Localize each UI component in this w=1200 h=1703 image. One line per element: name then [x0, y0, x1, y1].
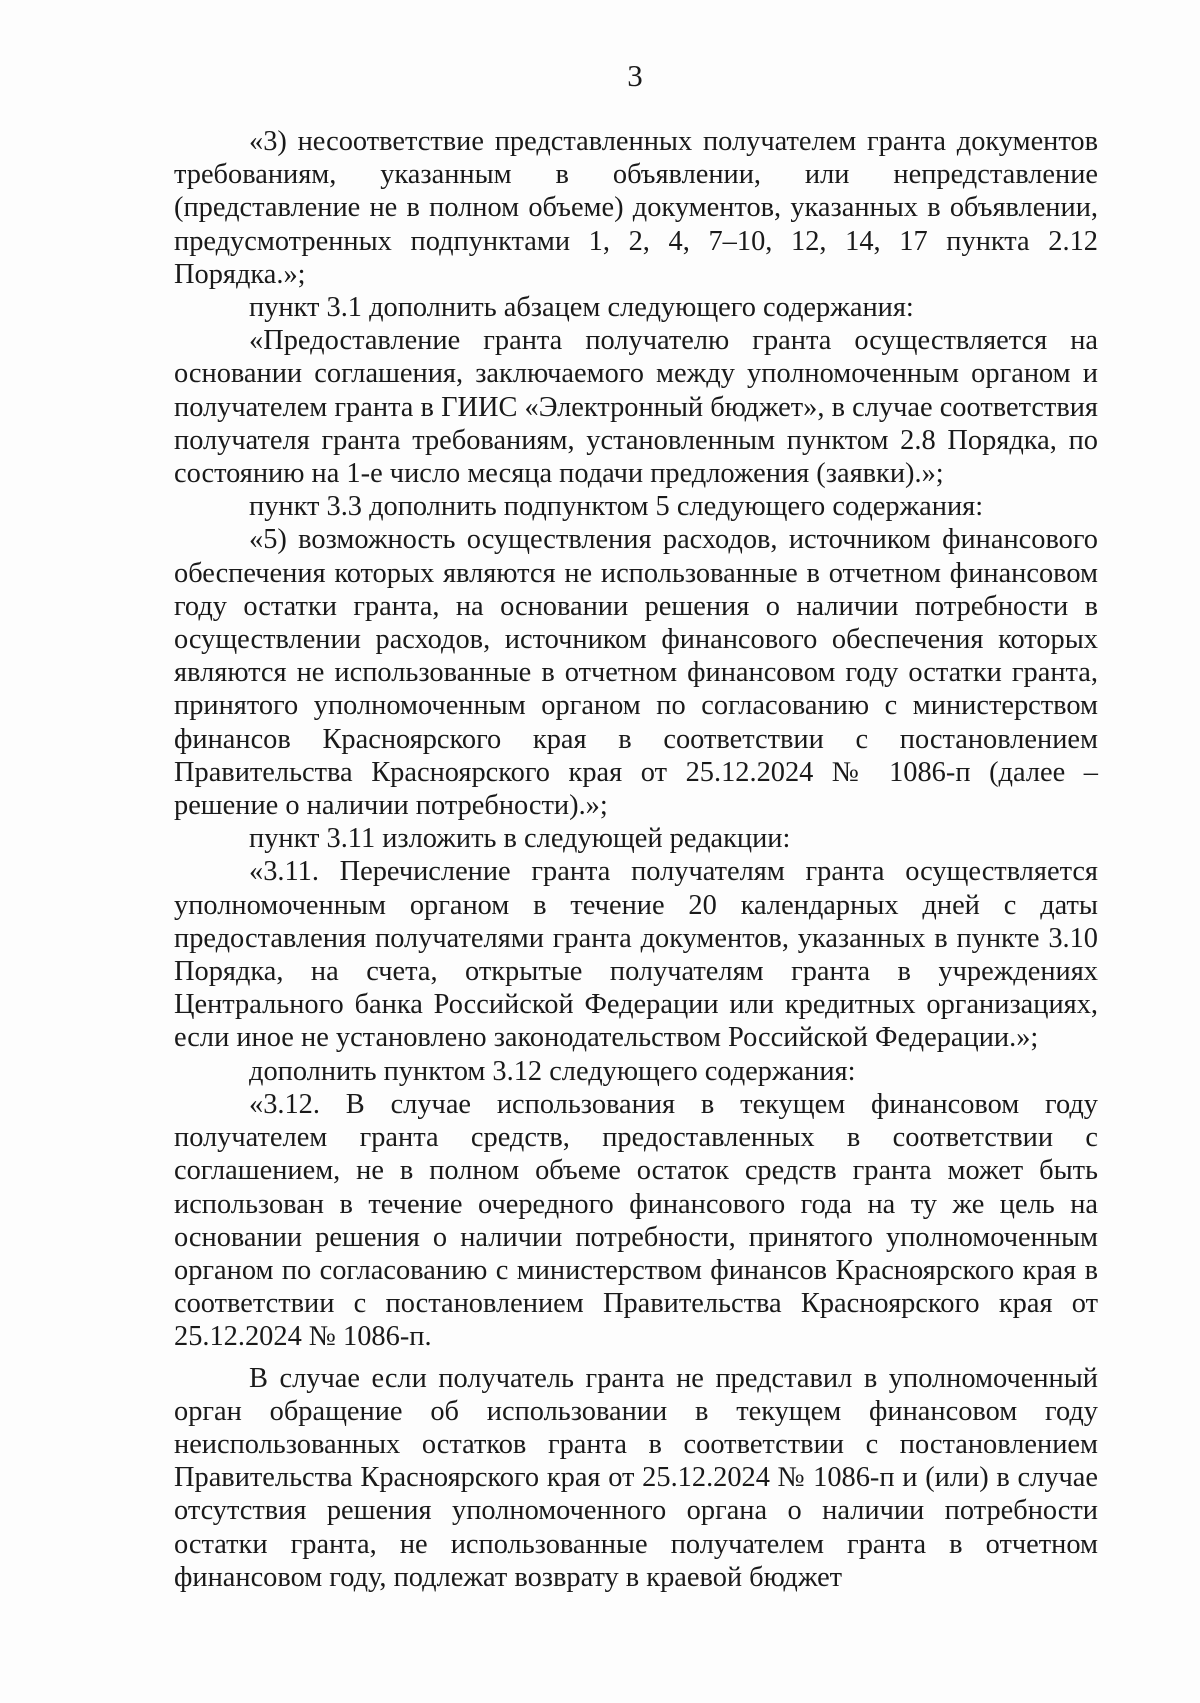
paragraph-remainder-return: В случае если получатель гранта не представил в уполномоченный орган обращение об использовании в текущем финансовом году неиспользованных остатков гранта в соответствии с постановлением Правительства Красноярского края от 25.12.2024 № 1086-п и (или) в случае отсутствия решения уполномоченного органа о наличии потребности остатки гранта, не использованные получателем гранта в отчетном финансовом году, подлежат возврату в краевой бюджет [174, 1362, 1098, 1593]
paragraph-add-3-12: дополнить пунктом 3.12 следующего содержания: [249, 1055, 856, 1087]
paragraph-3-11-transfer: «3.11. Перечисление гранта получателям гранта осуществляется уполномоченным органом в течение 20 календарных дней с даты предоставления получателями гранта документов, указанных в пункте 3.10 Порядка, на счета, открытые получателям гранта в учреждениях Центрального банка Российской Федерации или кредитных организациях, если иное не установлено законодательством Российской Федерации.»; [174, 856, 1098, 1054]
paragraph-amend-3-1: пункт 3.1 дополнить абзацем следующего содержания: [249, 292, 914, 324]
paragraph-amend-3-3: пункт 3.3 дополнить подпунктом 5 следующего содержания: [249, 491, 984, 523]
paragraph-subitem-3-refusal-grounds: «3) несоответствие представленных получателем гранта документов требованиям, указанным в объявлении, или непредставление (представление не в полном объеме) документов, указанных в объявлении, предусмотренных подпунктами 1, 2, 4, 7–10, 12, 14, 17 пункта 2.12 Порядка.»; [174, 126, 1098, 290]
paragraph-grant-agreement: «Предоставление гранта получателю гранта осуществляется на основании соглашения, заключаемого между уполномоченным органом и получателем гранта в ГИИС «Электронный бюджет», в случае соответствия получателя гранта требованиям, установленным пунктом 2.8 Порядка, по состоянию на 1-е число месяца подачи предложения (заявки).»; [174, 325, 1098, 490]
page-number: 3 [627, 58, 643, 93]
paragraph-subitem-5-expenses: «5) возможность осуществления расходов, источником финансового обеспечения которых являются не использованные в отчетном финансовом году остатки гранта, на основании решения о наличии потребности в осуществлении расходов, источником финансового обеспечения которых являются не использованные в отчетном финансовом году остатки гранта, принятого уполномоченным органом по согласованию с министерством финансов Красноярского края в соответствии с постановлением Правительства Красноярского края от 25.12.2024 № 1086-п (далее – решение о наличии потребности).»; [174, 524, 1098, 822]
paragraph-amend-3-11: пункт 3.11 изложить в следующей редакции: [249, 823, 791, 855]
document-body [174, 125, 1098, 1594]
paragraph-3-12-remainder-use: «3.12. В случае использования в текущем финансовом году получателем гранта средств, предоставленных в соответствии с соглашением, не в полном объеме остаток средств гранта может быть использован в течение очередного финансового года на ту же цель на основании решения о наличии потребности, принятого уполномоченным органом по согласованию с министерством финансов Красноярского края в соответствии с постановлением Правительства Красноярского края от 25.12.2024 № 1086-п. [174, 1088, 1098, 1353]
